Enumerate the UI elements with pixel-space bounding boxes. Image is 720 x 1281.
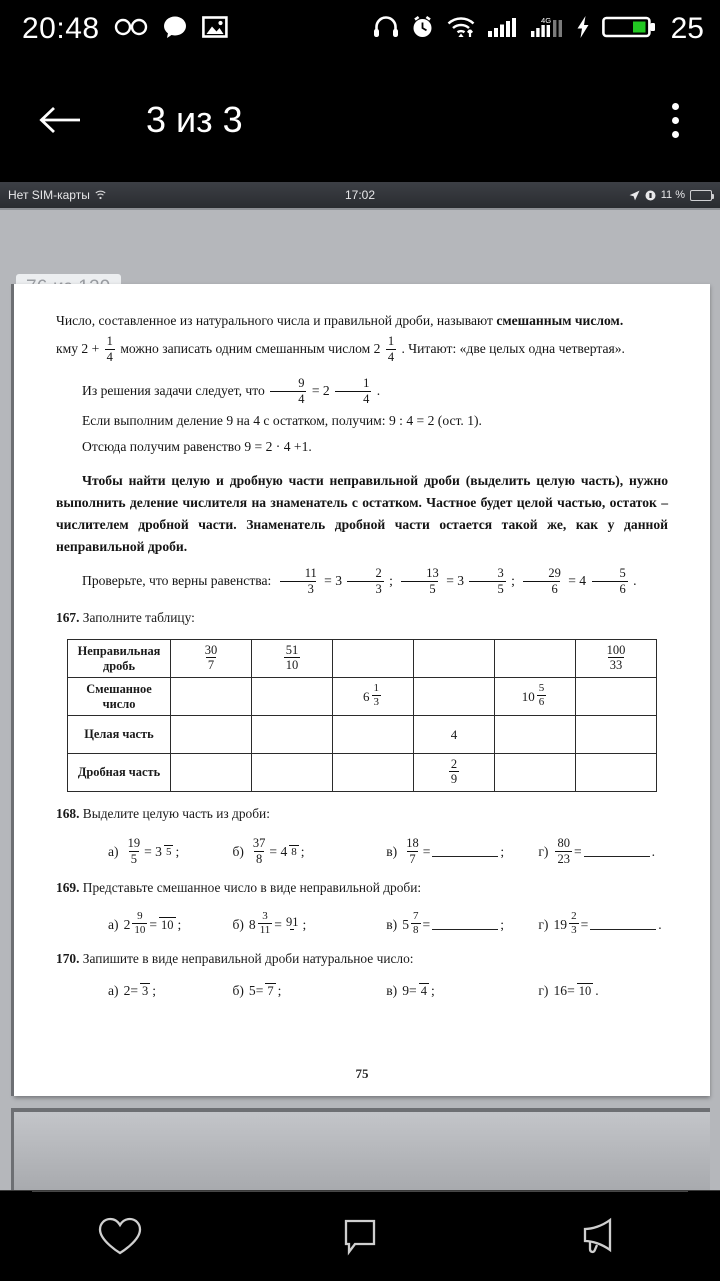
fraction-denominator: 7	[409, 851, 416, 866]
exercise-170-header	[56, 951, 668, 967]
table-row	[68, 754, 657, 792]
fraction-numerator: 9	[137, 910, 143, 923]
fraction	[404, 837, 421, 865]
signal-4g-icon	[530, 15, 564, 44]
punctuation: .	[658, 916, 662, 932]
ios-battery-percent: 11 %	[660, 189, 685, 201]
fraction: $\frac{29}{6}$	[520, 567, 563, 595]
fraction-denominator: 10	[285, 658, 299, 673]
fraction	[537, 683, 547, 708]
table-cell	[414, 678, 495, 716]
fraction-denominator: 10	[134, 924, 146, 937]
table-cell	[333, 640, 414, 678]
mixed-whole-part: 10	[521, 688, 535, 704]
table-row	[68, 640, 657, 678]
whole-number: 9	[402, 983, 410, 999]
megaphone-icon	[576, 1214, 624, 1258]
exercise-item	[538, 912, 668, 937]
fraction-numerator: 2	[571, 910, 577, 923]
example-text-mid: можно записать одним смешанным числом 2	[120, 341, 381, 357]
equals-sign: =	[422, 916, 431, 932]
exercise-170-items	[56, 983, 668, 999]
like-button[interactable]	[0, 1191, 240, 1281]
exercise-number: 170.	[56, 951, 80, 967]
equals: = 3	[446, 573, 465, 589]
table-cell	[171, 640, 252, 678]
status-bar-left-group	[0, 12, 228, 46]
fraction-denominator: 3	[142, 984, 149, 999]
fraction-numerator: 80	[557, 836, 570, 851]
definition-term: смешанным числом.	[496, 313, 624, 328]
overflow-menu-icon	[672, 117, 679, 124]
table-cell	[414, 754, 495, 792]
table-cell	[252, 640, 333, 678]
rule-paragraph: Чтобы найти целую и дробную части неправильной дроби (выделить целую часть), нужно выполнить деление числителя на знаменатель с остатком. Частное будет целой частью, остаток – числителем дробной части. Знаменатель дробной части остается такой же, как у данной неправильной дроби.	[56, 473, 668, 555]
fraction	[449, 758, 459, 786]
mixed-number	[363, 684, 383, 709]
table-cell	[252, 678, 333, 716]
equals-sign: =	[255, 983, 264, 999]
fraction-denominator: 7	[267, 984, 274, 999]
photo-icon	[202, 15, 228, 44]
fraction-denominator: 8	[256, 851, 263, 866]
fraction: $\frac{2}{3}$	[347, 567, 383, 595]
whole-number: 2	[123, 983, 131, 999]
derivation-label: Из решения задачи следует, что	[82, 383, 269, 399]
fraction: $\frac{1}{4}$	[335, 377, 371, 405]
fraction-numerator: 51	[285, 642, 299, 657]
table-cell	[252, 716, 333, 754]
whole-number: 5	[402, 916, 410, 932]
equals-sign: =	[573, 844, 582, 860]
exercise-item-label: в)	[386, 983, 398, 999]
fraction-denominator: 3	[373, 696, 379, 709]
fraction	[284, 644, 301, 672]
mixed-number	[522, 684, 549, 709]
page-scroller[interactable]	[0, 210, 720, 1228]
whole-number: 5	[248, 983, 256, 999]
table-cell	[333, 678, 414, 716]
fraction	[258, 911, 273, 936]
table-cell	[333, 716, 414, 754]
fraction-denominator: 5	[130, 851, 137, 866]
fraction-table	[67, 639, 657, 792]
comment-bubble-icon	[338, 1214, 382, 1258]
separator: .	[633, 573, 637, 589]
table-cell	[576, 678, 657, 716]
fraction-numerator: 30	[204, 642, 218, 657]
exercise-item-label: г)	[538, 844, 549, 860]
derivation-line-2: Если выполним деление 9 на 4 с остатком, получим: 9 : 4 = 2 (ост. 1).	[82, 413, 482, 429]
fraction-numerator: 2	[450, 756, 458, 771]
fraction-numerator: 5	[538, 682, 545, 695]
punctuation: ;	[500, 916, 504, 932]
punctuation: ;	[152, 983, 157, 999]
fraction-denominator: 4	[420, 984, 427, 999]
fraction-numerator: 37	[252, 836, 266, 851]
page-title: 3 из 3	[146, 99, 243, 140]
derivation-line-3: Отсюда получим равенство 9 = 2 · 4 +1.	[82, 439, 312, 455]
fraction-denominator: 33	[609, 658, 623, 673]
table-cell	[495, 678, 576, 716]
whole-number: 19	[553, 916, 568, 932]
ios-status-right	[629, 189, 712, 201]
exercise-item	[538, 838, 668, 866]
back-arrow-icon	[38, 103, 82, 137]
fraction	[126, 837, 143, 865]
fraction: $\frac{1}{4}$	[106, 334, 113, 364]
exercise-item-label: г)	[538, 983, 549, 999]
location-arrow-icon	[629, 190, 640, 201]
fraction	[569, 911, 579, 936]
exercise-item	[232, 983, 386, 999]
punctuation: .	[595, 983, 599, 999]
equals: = 3	[324, 573, 343, 589]
equals-sign: = 4	[269, 844, 288, 860]
fraction	[251, 837, 268, 865]
fraction-denominator: 10	[161, 917, 174, 932]
fraction	[555, 837, 572, 865]
fraction: $\frac{1}{4}$	[387, 334, 395, 364]
repost-button[interactable]	[480, 1191, 720, 1281]
table-cell	[576, 716, 657, 754]
derivation-period: .	[376, 383, 381, 399]
fraction	[577, 982, 594, 998]
fraction	[284, 916, 301, 932]
exercise-prompt: Представьте смешанное число в виде неправильной дроби:	[82, 880, 422, 896]
table-cell	[171, 754, 252, 792]
fraction-denominator: 8	[413, 924, 419, 937]
exercise-item-label: г)	[538, 916, 549, 932]
punctuation: ;	[177, 916, 182, 932]
exercise-item-label: б)	[232, 844, 244, 860]
separator: ;	[511, 573, 515, 589]
answer-blank[interactable]	[590, 918, 656, 930]
exercise-item	[386, 912, 538, 937]
page-number: 75	[355, 1066, 369, 1081]
table-row-header: Целая часть	[68, 716, 171, 754]
check-label: Проверьте, что верны равенства:	[82, 573, 275, 589]
fraction: $\frac{3}{5}$	[469, 567, 505, 595]
table-cell	[495, 716, 576, 754]
exercise-item-label: а)	[108, 844, 119, 860]
answer-blank[interactable]	[432, 845, 498, 857]
equals-sign: =	[409, 983, 417, 999]
table-cell	[495, 754, 576, 792]
fraction-numerator: 7	[413, 910, 419, 923]
fraction-numerator: 19	[127, 836, 141, 851]
svg-text:4G: 4G	[540, 15, 551, 25]
whole-number: 16	[553, 983, 568, 999]
exercise-prompt: Выделите целую часть из дроби:	[82, 806, 270, 822]
equals-sign: =	[130, 983, 139, 999]
table-cell	[171, 678, 252, 716]
fraction-numerator: 1	[373, 682, 379, 695]
wifi-icon	[446, 15, 476, 44]
fraction	[159, 916, 176, 932]
fraction-numerator: 100	[606, 642, 626, 657]
back-button[interactable]	[34, 94, 86, 146]
equals-sign: = 3	[144, 844, 162, 860]
table-cell	[414, 716, 495, 754]
example-text-start: кму 2 +	[56, 341, 100, 357]
equals: = 4	[568, 573, 587, 589]
fraction: $\frac{11}{3}$	[277, 567, 319, 595]
punctuation: ;	[300, 844, 305, 860]
battery-icon	[690, 190, 712, 201]
punctuation: ;	[500, 844, 505, 860]
alarm-clock-icon	[410, 15, 435, 44]
fraction	[132, 911, 147, 936]
exercise-168-items	[56, 838, 668, 866]
equals-sign: =	[567, 983, 575, 999]
ios-clock: 17:02	[344, 188, 376, 202]
fraction-denominator	[290, 929, 294, 931]
table-row-header: Дробная часть	[68, 754, 171, 792]
equals-sign: =	[422, 844, 431, 860]
infinity-icon	[114, 16, 148, 43]
exercise-item	[232, 912, 386, 937]
fraction-numerator: 18	[406, 836, 419, 851]
example-paragraph	[56, 336, 668, 364]
exercise-number: 167.	[56, 610, 80, 626]
headphones-icon	[373, 15, 399, 44]
fraction-numerator: 91	[285, 914, 299, 929]
fraction-denominator: 7	[207, 658, 215, 673]
mixed-whole-part: 6	[363, 688, 370, 704]
document-viewer[interactable]	[0, 182, 720, 1190]
fraction	[372, 683, 382, 708]
fraction	[419, 982, 429, 998]
definition-text: Число, составленное из натурального числа и правильной дроби, называют	[56, 313, 497, 328]
fraction	[605, 644, 628, 672]
definition-paragraph	[56, 310, 668, 332]
fraction-denominator: 23	[557, 851, 570, 866]
exercise-item	[386, 983, 538, 999]
rotation-lock-icon	[645, 190, 656, 201]
heart-icon	[96, 1214, 144, 1258]
whole-number: 8	[248, 916, 256, 932]
exercise-item	[56, 983, 232, 999]
punctuation: ;	[430, 983, 435, 999]
table-cell	[576, 640, 657, 678]
punctuation: ;	[302, 916, 307, 932]
table-cell	[576, 754, 657, 792]
exercise-item	[386, 838, 538, 866]
fraction-denominator: 8	[291, 846, 297, 859]
ios-status-bar	[0, 182, 720, 208]
exercise-prompt: Заполните таблицу:	[82, 610, 195, 626]
table-row	[68, 678, 657, 716]
fraction: $\frac{5}{6}$	[592, 567, 628, 595]
equals-sign: =	[580, 916, 589, 932]
exercise-item	[56, 838, 232, 866]
status-bar-right-group	[373, 0, 704, 58]
fraction	[411, 911, 421, 936]
table-cell-value: 4	[450, 726, 458, 742]
table-cell	[252, 754, 333, 792]
fraction-denominator: 11	[259, 924, 271, 937]
fraction	[289, 844, 299, 858]
table-row-header: Смешанное число	[68, 678, 171, 716]
exercise-item-label: в)	[386, 844, 398, 860]
exercise-item-label: в)	[386, 916, 398, 932]
fraction-denominator: 10	[578, 984, 592, 999]
overflow-menu-icon	[672, 131, 679, 138]
bottom-action-bar	[0, 1190, 720, 1280]
status-bar-clock: 20:48	[22, 12, 100, 45]
exercise-item-label: а)	[108, 916, 119, 932]
exercise-item-label: б)	[232, 983, 244, 999]
table-cell	[495, 640, 576, 678]
overflow-menu-icon	[672, 103, 679, 110]
exercise-168-header	[56, 806, 668, 822]
table-cell	[171, 716, 252, 754]
punctuation: .	[651, 844, 656, 860]
separator: ;	[389, 573, 393, 589]
fraction	[164, 844, 174, 858]
punctuation: ;	[175, 844, 180, 860]
charging-bolt-icon	[575, 15, 591, 44]
answer-blank[interactable]	[584, 845, 650, 857]
punctuation: ;	[277, 983, 282, 999]
exercise-prompt: Запишите в виде неправильной дроби натуральное число:	[82, 951, 414, 967]
exercise-number: 168.	[56, 806, 80, 822]
fraction	[140, 982, 150, 998]
exercise-item-label: б)	[232, 916, 244, 932]
equals-sign: =	[149, 916, 158, 932]
fraction-denominator: 6	[538, 696, 545, 709]
overflow-menu-button[interactable]	[652, 90, 698, 150]
android-status-bar	[0, 0, 720, 58]
check-paragraph	[56, 568, 668, 596]
exercise-167-header	[56, 610, 668, 626]
fraction: $\frac{13}{5}$	[398, 567, 441, 595]
fraction-denominator: 9	[450, 772, 458, 787]
fraction-denominator: 5	[165, 846, 172, 859]
fraction	[203, 644, 220, 672]
battery-icon	[602, 14, 656, 45]
comment-button[interactable]	[240, 1191, 480, 1281]
table-row	[68, 716, 657, 754]
textbook-page	[14, 284, 710, 1096]
table-cell	[333, 754, 414, 792]
equals-sign: =	[274, 916, 282, 932]
app-action-bar	[0, 58, 720, 182]
exercise-169-header	[56, 880, 668, 896]
fraction-denominator: 3	[571, 924, 577, 937]
exercise-number: 169.	[56, 880, 80, 896]
exercise-item	[232, 838, 386, 866]
derivation-line-1	[56, 378, 668, 406]
derivation-equals: = 2	[311, 383, 330, 399]
fraction-numerator: 3	[262, 910, 268, 923]
chat-bubble-icon	[162, 15, 188, 44]
signal-bars-icon	[487, 15, 519, 44]
exercise-item-label: а)	[108, 983, 119, 999]
example-text-end: . Читают: «две целых одна четвертая».	[401, 341, 625, 357]
exercise-item	[538, 983, 668, 999]
ios-carrier-label: Нет SIM-карты	[8, 188, 90, 202]
battery-percent-label: 25	[670, 12, 704, 45]
answer-blank[interactable]	[432, 918, 498, 930]
whole-number: 2	[123, 916, 131, 932]
exercise-169-items	[56, 912, 668, 937]
table-row-header: Неправильная дробь	[68, 640, 171, 678]
exercise-item	[56, 912, 232, 937]
fraction: $\frac{9}{4}$	[270, 377, 306, 405]
fraction	[265, 982, 275, 998]
table-cell	[414, 640, 495, 678]
